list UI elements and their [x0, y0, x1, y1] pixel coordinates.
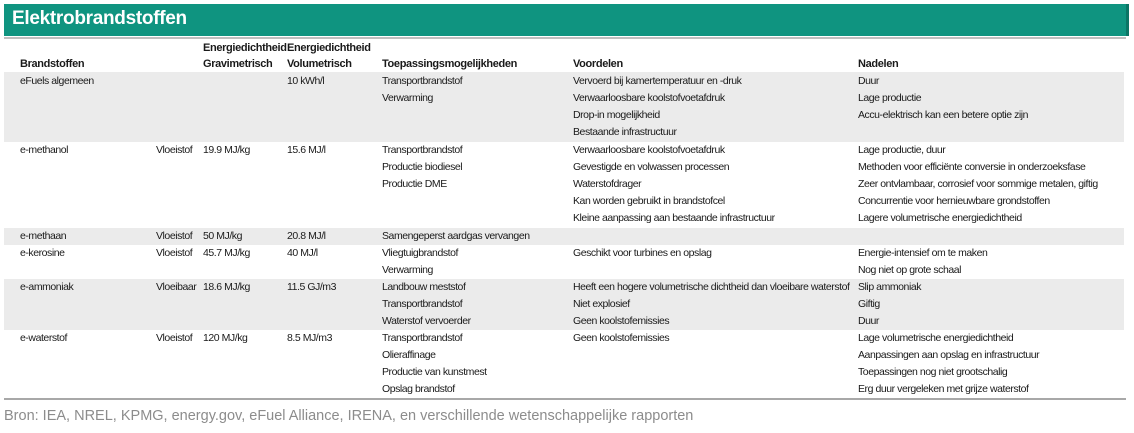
- advantage-item: Drop-in mogelijkheid: [573, 109, 660, 121]
- disadvantage-item: Aanpassingen aan opslag en infrastructuur: [858, 349, 1040, 361]
- top-divider: [4, 37, 1126, 39]
- advantage-item: Geen koolstofemissies: [573, 315, 670, 327]
- fuel-state: Vloeistof: [156, 247, 193, 259]
- application-item: Olieraffinage: [382, 349, 436, 361]
- bottom-divider: [4, 398, 1126, 400]
- volumetric-density: 8.5 MJ/m3: [287, 332, 332, 344]
- application-item: Verwarming: [382, 92, 433, 104]
- advantage-item: Bestaande infrastructuur: [573, 126, 677, 138]
- fuel-name: e-ammoniak: [20, 281, 74, 293]
- application-item: Waterstof vervoerder: [382, 315, 471, 327]
- disadvantage-item: Nog niet op grote schaal: [858, 264, 962, 276]
- page-title: Elektrobrandstoffen: [12, 8, 187, 29]
- disadvantage-item: Zeer ontvlambaar, corrosief voor sommige metalen, giftig: [858, 178, 1098, 190]
- disadvantage-item: Concurrentie voor hernieuwbare grondstoffen: [858, 195, 1050, 207]
- fuel-state: Vloeistof: [156, 230, 193, 242]
- gravimetric-density: 18.6 MJ/kg: [203, 281, 250, 293]
- fuel-state: Vloeistof: [156, 144, 193, 156]
- advantage-item: Verwaarloosbare koolstofvoetafdruk: [573, 92, 725, 104]
- advantage-item: Waterstofdrager: [573, 178, 642, 190]
- application-item: Verwarming: [382, 264, 433, 276]
- advantage-item: Geen koolstofemissies: [573, 332, 670, 344]
- header-gravimetrisch-top: Energiedichtheid: [203, 42, 287, 54]
- nadelen-cell: [858, 330, 1039, 398]
- nadelen-cell: [858, 279, 921, 330]
- advantage-item: Kan worden gebruikt in brandstofcel: [573, 195, 725, 207]
- application-item: Landbouw meststof: [382, 281, 466, 293]
- advantage-item: Niet explosief: [573, 298, 630, 310]
- disadvantage-item: Accu-elektrisch kan een betere optie zijn: [858, 109, 1029, 121]
- disadvantage-item: Duur: [858, 75, 879, 87]
- volumetric-density: 15.6 MJ/l: [287, 144, 326, 156]
- fuel-state: Vloeibaar: [156, 281, 197, 293]
- fuel-name: eFuels algemeen: [20, 75, 94, 87]
- volumetric-density: 20.8 MJ/l: [287, 230, 326, 242]
- application-item: Transportbrandstof: [382, 75, 463, 87]
- fuel-name: e-waterstof: [20, 332, 67, 344]
- application-item: Samengeperst aardgas vervangen: [382, 230, 530, 242]
- disadvantage-item: Lagere volumetrische energiedichtheid: [858, 212, 1022, 224]
- toepassingen-cell: [382, 73, 462, 107]
- application-item: Productie DME: [382, 178, 447, 190]
- toepassingen-cell: [382, 279, 471, 330]
- volumetric-density: 11.5 GJ/m3: [287, 281, 336, 293]
- advantage-item: Kleine aanpassing aan bestaande infrastructuur: [573, 212, 775, 224]
- gravimetric-density: 45.7 MJ/kg: [203, 247, 250, 259]
- gravimetric-density: 120 MJ/kg: [203, 332, 248, 344]
- disadvantage-item: Duur: [858, 315, 879, 327]
- header-nadelen: Nadelen: [858, 58, 899, 70]
- header-voordelen: Voordelen: [573, 58, 623, 70]
- fuel-name: e-methanol: [20, 144, 69, 156]
- gravimetric-density: 19.9 MJ/kg: [203, 144, 250, 156]
- advantage-item: Gevestigde en volwassen processen: [573, 161, 730, 173]
- gravimetric-density: 50 MJ/kg: [203, 230, 242, 242]
- voordelen-cell: [573, 142, 775, 227]
- application-item: Transportbrandstof: [382, 332, 463, 344]
- disadvantage-item: Toepassingen nog niet grootschalig: [858, 366, 1008, 378]
- voordelen-cell: [573, 330, 669, 347]
- advantage-item: Heeft een hogere volumetrische dichtheid dan vloeibare waterstof: [573, 281, 850, 293]
- disadvantage-item: Giftig: [858, 298, 880, 310]
- title-bar: [4, 4, 1129, 36]
- toepassingen-cell: [382, 330, 487, 398]
- fuel-state: Vloeistof: [156, 332, 193, 344]
- advantage-item: Geschikt voor turbines en opslag: [573, 247, 712, 259]
- nadelen-cell: [858, 245, 987, 279]
- application-item: Productie van kunstmest: [382, 366, 487, 378]
- header-volumetrisch: Volumetrisch: [287, 58, 352, 70]
- fuel-name: e-methaan: [20, 230, 67, 242]
- nadelen-cell: [858, 73, 1028, 124]
- advantage-item: Vervoerd bij kamertemperatuur en -druk: [573, 75, 742, 87]
- header-gravimetrisch: Gravimetrisch: [203, 58, 273, 70]
- disadvantage-item: Energie-intensief om te maken: [858, 247, 988, 259]
- disadvantage-item: Erg duur vergeleken met grijze waterstof: [858, 383, 1029, 395]
- disadvantage-item: Lage productie, duur: [858, 144, 946, 156]
- volumetric-density: 10 kWh/l: [287, 75, 325, 87]
- voordelen-cell: [573, 245, 712, 262]
- volumetric-density: 40 MJ/l: [287, 247, 318, 259]
- nadelen-cell: [858, 142, 1098, 227]
- source-note: Bron: IEA, NREL, KPMG, energy.gov, eFuel Alliance, IRENA, en verschillende wetenschappelijke rapporten: [4, 408, 694, 424]
- toepassingen-cell: [382, 245, 458, 279]
- application-item: Productie biodiesel: [382, 161, 463, 173]
- disadvantage-item: Methoden voor efficiënte conversie in onderzoeksfase: [858, 161, 1086, 173]
- application-item: Transportbrandstof: [382, 144, 463, 156]
- disadvantage-item: Slip ammoniak: [858, 281, 922, 293]
- application-item: Vliegtuigbrandstof: [382, 247, 458, 259]
- application-item: Opslag brandstof: [382, 383, 455, 395]
- voordelen-cell: [573, 73, 742, 141]
- voordelen-cell: [573, 279, 849, 330]
- header-brandstoffen: Brandstoffen: [20, 58, 85, 70]
- disadvantage-item: Lage productie: [858, 92, 922, 104]
- fuel-name: e-kerosine: [20, 247, 65, 259]
- application-item: Transportbrandstof: [382, 298, 463, 310]
- toepassingen-cell: [382, 228, 530, 245]
- advantage-item: Verwaarloosbare koolstofvoetafdruk: [573, 144, 725, 156]
- toepassingen-cell: [382, 142, 462, 193]
- header-toepassingen: Toepassingsmogelijkheden: [382, 58, 518, 70]
- disadvantage-item: Lage volumetrische energiedichtheid: [858, 332, 1014, 344]
- header-volumetrisch-top: Energiedichtheid: [287, 42, 371, 54]
